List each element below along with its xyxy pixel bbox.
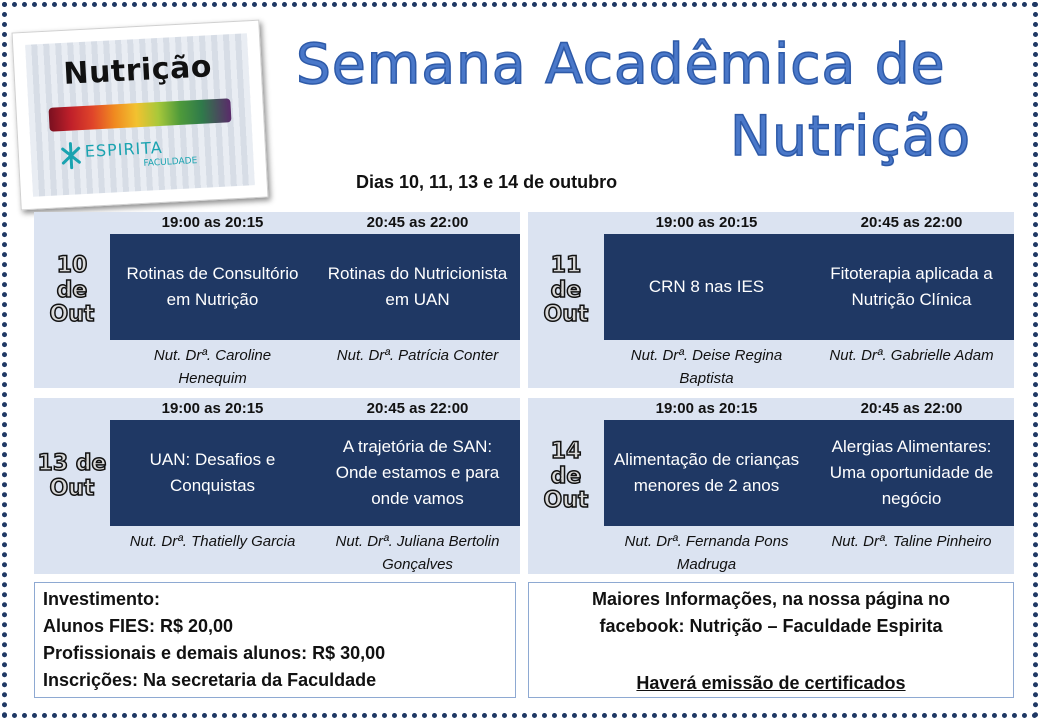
event-dates: Dias 10, 11, 13 e 14 de outubro	[356, 172, 618, 192]
speaker: Nut. Drª. Deise Regina Baptista	[630, 347, 783, 387]
speaker: Nut. Drª. Caroline Henequim	[153, 347, 272, 387]
investment-heading: Investimento:	[43, 589, 161, 609]
slot-time: 20:45 as 22:00	[860, 214, 963, 231]
event-title-line-2: Nutrição	[730, 104, 972, 168]
speaker: Nut. Drª. Taline Pinheiro	[831, 533, 992, 550]
topic: CRN 8 nas IES	[648, 277, 765, 296]
speaker: Nut. Drª. Patrícia Conter	[336, 347, 499, 364]
day-block-13-out	[34, 398, 520, 574]
topic: A trajetória de SAN: Onde estamos e para onde vamos	[335, 437, 500, 508]
slot-time: 19:00 as 20:15	[161, 400, 264, 417]
logo-background	[25, 33, 255, 196]
more-info-box	[528, 582, 1014, 698]
topic: Fitoterapia aplicada a Nutrição Clínica	[830, 264, 993, 309]
topic: Rotinas do Nutricionista em UAN	[327, 264, 508, 309]
topic: Rotinas de Consultório em Nutrição	[126, 264, 299, 309]
day-label: 14 de Out	[543, 439, 589, 514]
day-label: 13 de Out	[37, 451, 107, 501]
day-block-10-out	[34, 212, 520, 388]
event-title-line-1: Semana Acadêmica de	[296, 32, 946, 96]
topic: UAN: Desafios e Conquistas	[149, 450, 276, 495]
investment-registration: Inscrições: Na secretaria da Faculdade	[43, 670, 377, 690]
slot-time: 19:00 as 20:15	[655, 400, 758, 417]
day-label: 11 de Out	[543, 253, 589, 328]
fruits-vegetables-strip	[48, 98, 231, 131]
slot-time: 20:45 as 22:00	[366, 214, 469, 231]
speaker: Nut. Drª. Thatielly Garcia	[129, 533, 296, 550]
more-info-line-1: Maiores Informações, na nossa página no	[591, 589, 951, 609]
logo-card	[12, 20, 269, 211]
slot-time: 20:45 as 22:00	[366, 400, 469, 417]
slot-time: 19:00 as 20:15	[161, 214, 264, 231]
logo-brand-sub: FACULDADE	[143, 156, 198, 169]
speaker: Nut. Drª. Juliana Bertolin Gonçalves	[335, 533, 500, 573]
investment-others: Profissionais e demais alunos: R$ 30,00	[43, 643, 386, 663]
logo-title: Nutrição	[62, 49, 213, 92]
day-block-11-out	[528, 212, 1014, 388]
day-label: 10 de Out	[49, 253, 95, 328]
snowflake-logo-icon	[60, 140, 82, 171]
investment-fies: Alunos FIES: R$ 20,00	[43, 616, 234, 636]
investment-box	[34, 582, 516, 698]
slot-time: 20:45 as 22:00	[860, 400, 963, 417]
speaker: Nut. Drª. Gabrielle Adam	[829, 347, 994, 364]
certificate-note: Haverá emissão de certificados	[636, 673, 906, 693]
slot-time: 19:00 as 20:15	[655, 214, 758, 231]
topic: Alergias Alimentares: Uma oportunidade de negócio	[829, 437, 994, 508]
day-block-14-out	[528, 398, 1014, 574]
more-info-line-2: facebook: Nutrição – Faculdade Espirita	[599, 616, 943, 636]
logo-brand: ESPIRITA	[84, 137, 164, 161]
speaker: Nut. Drª. Fernanda Pons Madruga	[624, 533, 789, 573]
topic: Alimentação de crianças menores de 2 anos	[613, 450, 800, 495]
